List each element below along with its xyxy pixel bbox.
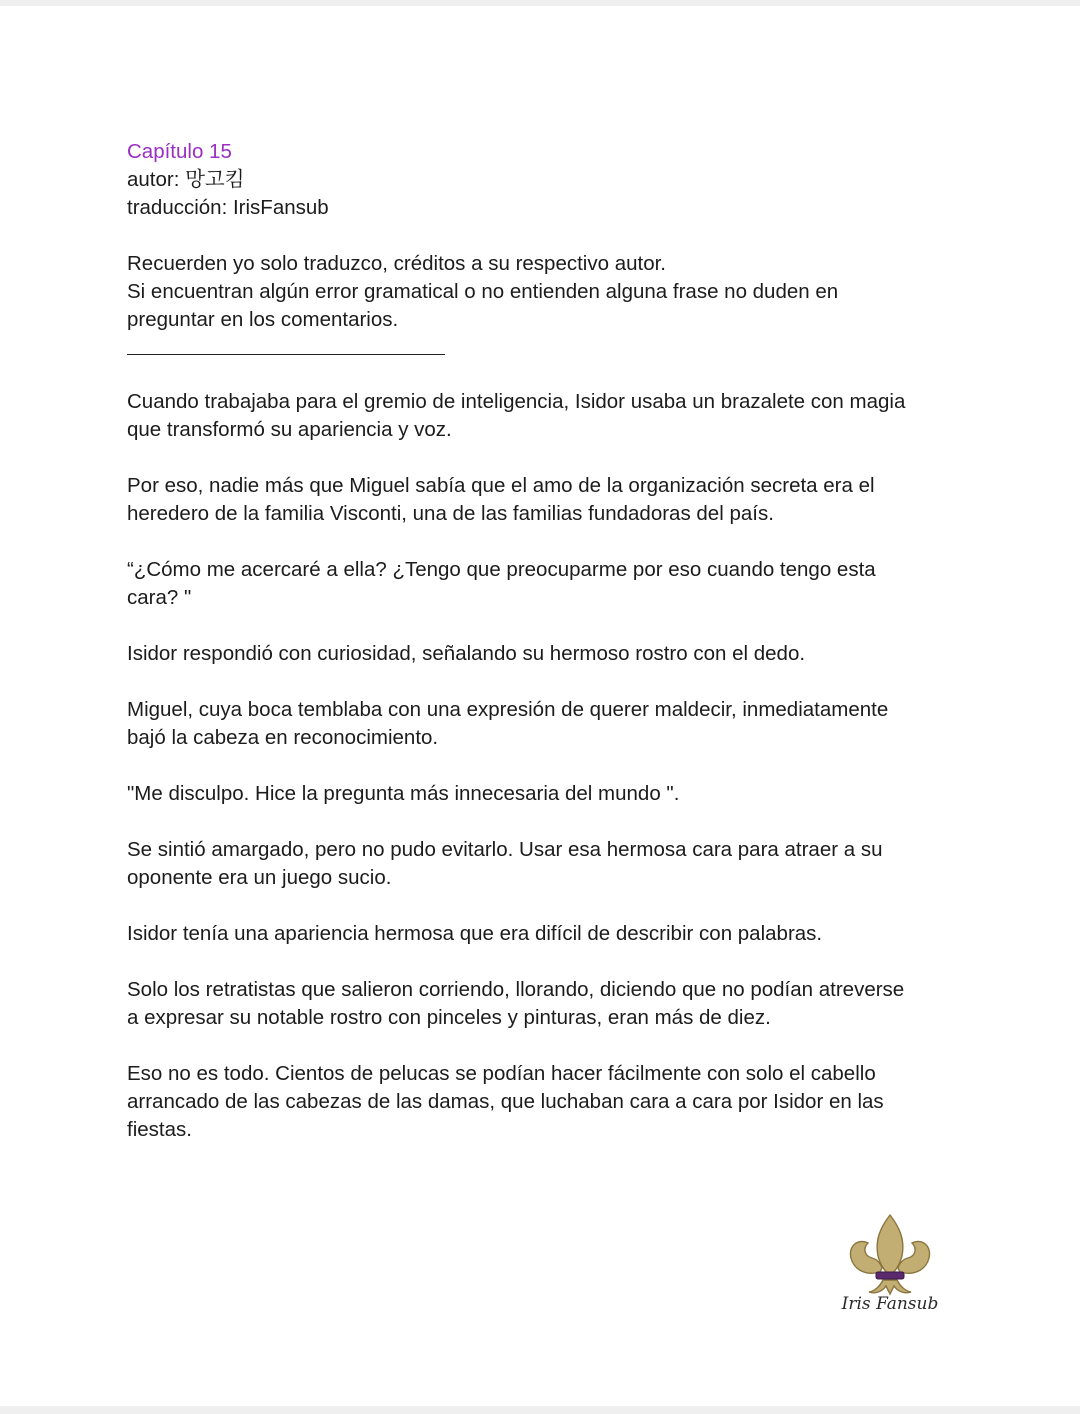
story-paragraph: “¿Cómo me acercaré a ella? ¿Tengo que preocuparme por eso cuando tengo esta cara? " [127,558,876,609]
story-paragraph: Por eso, nadie más que Miguel sabía que el amo de la organización secreta era el heredero de la familia Visconti, una de las familias fundadoras del país. [127,474,875,525]
story-paragraph: Eso no es todo. Cientos de pelucas se podían hacer fácilmente con solo el cabello arrancado de las cabezas de las damas, que luchaban cara a cara por Isidor en las fiestas. [127,1062,884,1141]
translation-line: traducción: IrisFansub [127,196,329,219]
fleur-de-lis-icon [842,1212,938,1298]
story-paragraph: Miguel, cuya boca temblaba con una expresión de querer maldecir, inmediatamente bajó la cabeza en reconocimiento. [127,698,889,749]
chapter-header [127,138,957,222]
translator-notice [127,250,957,334]
chapter-title: Capítulo 15 [127,140,232,163]
story-body [127,388,957,1144]
story-paragraph: "Me disculpo. Hice la pregunta más innecesaria del mundo ". [127,782,680,805]
story-paragraph: Isidor respondió con curiosidad, señalando su hermoso rostro con el dedo. [127,642,806,665]
story-paragraph: Se sintió amargado, pero no pudo evitarlo. Usar esa hermosa cara para atraer a su oponente era un juego sucio. [127,838,883,889]
section-divider [127,354,445,355]
notice-line: preguntar en los comentarios. [127,308,399,331]
document-page [0,6,1080,1406]
story-paragraph: Isidor tenía una apariencia hermosa que era difícil de describir con palabras. [127,922,823,945]
document-content [127,138,957,1172]
author-line: autor: 망고킴 [127,168,245,191]
story-paragraph: Solo los retratistas que salieron corriendo, llorando, diciendo que no podían atreverse a expresar su notable rostro con pinceles y pinturas, eran más de diez. [127,978,905,1029]
iris-fansub-logo [838,1212,948,1332]
notice-line: Si encuentran algún error gramatical o no entienden alguna frase no duden en [127,280,839,303]
logo-text: Iris Fansub [841,1294,939,1314]
notice-line: Recuerden yo solo traduzco, créditos a su respectivo autor. [127,252,666,275]
story-paragraph: Cuando trabajaba para el gremio de inteligencia, Isidor usaba un brazalete con magia que transformó su apariencia y voz. [127,390,906,441]
